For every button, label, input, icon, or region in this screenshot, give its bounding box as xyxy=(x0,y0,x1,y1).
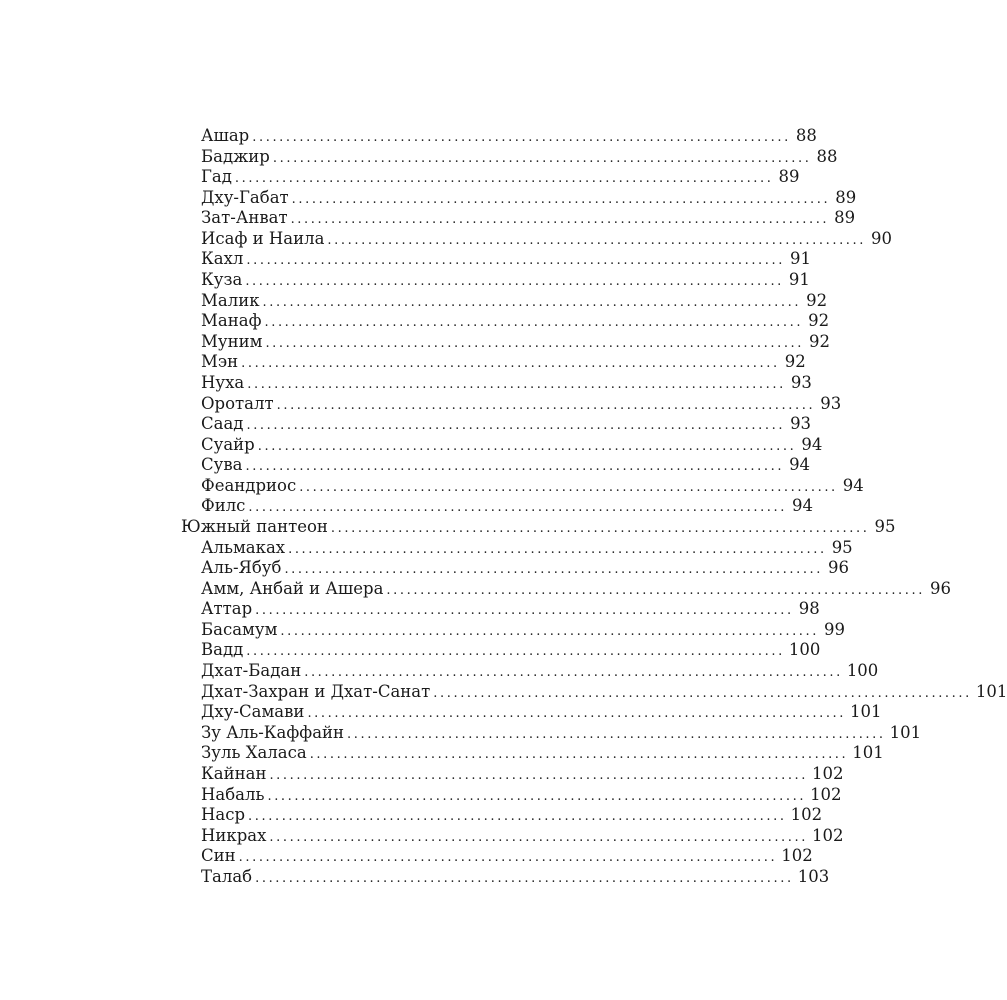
toc-entry xyxy=(181,743,884,764)
toc-entry xyxy=(181,496,814,517)
toc-entry-title: Зу Аль-Каффайн xyxy=(201,722,345,742)
toc-page-number: 88 xyxy=(816,146,838,166)
toc-entry xyxy=(181,846,813,867)
toc-entry xyxy=(181,784,842,806)
toc-dot-leader: ................................................................................ xyxy=(267,788,807,804)
toc-page-number: 102 xyxy=(812,825,844,845)
toc-dot-leader: ................................................................................ xyxy=(347,726,886,742)
toc-entry-title: Феандриос xyxy=(201,475,297,495)
toc-page-number: 93 xyxy=(790,372,812,392)
toc-dot-leader: ................................................................................ xyxy=(307,706,847,722)
toc-entry xyxy=(181,146,838,168)
toc-page-number: 93 xyxy=(790,414,812,434)
toc-entry xyxy=(181,702,882,723)
toc-page-number: 94 xyxy=(792,496,814,516)
toc-entry-title: Альмаках xyxy=(201,537,286,557)
toc-dot-leader: ................................................................................ xyxy=(304,665,843,681)
toc-entry xyxy=(181,167,800,188)
toc-dot-leader: ................................................................................ xyxy=(327,232,867,248)
toc-dot-leader: ................................................................................ xyxy=(246,644,785,660)
toc-entry-title: Наср xyxy=(201,805,246,825)
toc-dot-leader: ................................................................................ xyxy=(252,130,791,145)
toc-entry-title: Набаль xyxy=(201,784,265,804)
toc-dot-leader: ................................................................................ xyxy=(257,438,797,454)
toc-dot-leader: ................................................................................ xyxy=(309,747,849,763)
toc-page-number: 102 xyxy=(790,805,823,825)
toc-entry xyxy=(181,558,850,579)
toc-entry xyxy=(181,537,853,559)
toc-dot-leader: ................................................................................ xyxy=(255,603,794,619)
toc-page-number: 91 xyxy=(788,270,810,290)
toc-dot-leader: ................................................................................ xyxy=(246,418,786,434)
toc-dot-leader: ................................................................................ xyxy=(247,376,786,392)
toc-entry xyxy=(181,249,811,270)
toc-entry-title: Никрах xyxy=(201,825,267,845)
toc-entry-title: Ашар xyxy=(201,126,250,145)
toc-entry xyxy=(181,270,810,291)
toc-entry-title: Сува xyxy=(201,455,243,475)
toc-page-number: 90 xyxy=(871,228,893,248)
toc-dot-leader: ................................................................................ xyxy=(245,274,784,290)
toc-dot-leader: ................................................................................ xyxy=(265,335,805,351)
toc-entry xyxy=(181,208,856,229)
toc-entry xyxy=(181,475,864,497)
toc-entry-title: Исаф и Наила xyxy=(201,228,325,248)
toc-entry-title: Южный пантеон xyxy=(181,516,328,536)
toc-entry-title: Манаф xyxy=(201,311,262,331)
toc-entry xyxy=(181,805,823,826)
toc-page-number: 102 xyxy=(781,846,813,866)
toc-entry-title: Аль-Ябуб xyxy=(201,558,282,578)
toc-entry xyxy=(181,126,817,147)
toc-dot-leader: ................................................................................ xyxy=(248,500,788,516)
toc-page-number: 93 xyxy=(820,393,842,413)
toc-entry xyxy=(181,619,846,641)
toc-dot-leader: ................................................................................ xyxy=(284,562,824,578)
toc-dot-leader: ................................................................................ xyxy=(299,479,838,495)
toc-entry xyxy=(181,640,821,661)
toc-entry xyxy=(181,681,1007,703)
toc-entry xyxy=(181,866,830,888)
toc-entry xyxy=(181,661,879,682)
toc-dot-leader: ................................................................................ xyxy=(241,356,780,372)
toc-entry-title: Филс xyxy=(201,496,246,516)
toc-page-number: 92 xyxy=(808,311,830,331)
toc-entry-title: Баджир xyxy=(201,146,270,166)
toc-entry xyxy=(181,372,812,394)
toc-page-number: 92 xyxy=(806,290,828,310)
toc-entry-title: Суайр xyxy=(201,434,255,454)
toc-page-number: 88 xyxy=(795,126,817,145)
toc-page-number: 91 xyxy=(790,249,811,269)
toc-entry-title: Аттар xyxy=(201,599,253,619)
toc-entry-title: Саад xyxy=(201,414,244,434)
toc-page-number: 103 xyxy=(797,866,830,886)
toc-dot-leader: ................................................................................ xyxy=(276,397,816,413)
toc-page-number: 92 xyxy=(809,331,831,351)
toc-entry xyxy=(181,763,844,785)
toc-entry-title: Дху-Самави xyxy=(201,702,305,722)
toc-page-number: 94 xyxy=(789,455,811,475)
toc-dot-leader: ................................................................................ xyxy=(433,685,972,701)
toc-section-entry xyxy=(181,516,896,538)
toc-dot-leader: ................................................................................ xyxy=(262,294,802,310)
toc-dot-leader: ................................................................................ xyxy=(269,829,808,845)
toc-dot-leader: ................................................................................ xyxy=(255,870,794,886)
toc-entry xyxy=(181,393,842,415)
toc-page-number: 89 xyxy=(834,208,856,228)
toc-dot-leader: ................................................................................ xyxy=(264,315,804,331)
toc-entry-title: Басамум xyxy=(201,619,278,639)
toc-entry xyxy=(181,414,812,435)
toc-dot-leader: ................................................................................ xyxy=(245,459,785,475)
toc-entry xyxy=(181,722,922,744)
toc-entry xyxy=(181,599,820,620)
toc-page-number: 95 xyxy=(874,516,896,536)
toc-entry xyxy=(181,331,831,353)
toc-entry xyxy=(181,290,828,312)
toc-dot-leader: ................................................................................ xyxy=(280,623,820,639)
toc-entry-title: Мэн xyxy=(201,352,239,372)
toc-entry xyxy=(181,352,806,373)
toc-page-number: 102 xyxy=(812,763,844,783)
toc-entry-title: Гад xyxy=(201,167,232,187)
toc-page-number: 101 xyxy=(850,702,882,722)
toc-entry xyxy=(181,455,811,476)
toc-entry xyxy=(181,228,893,250)
toc-entry-title: Син xyxy=(201,846,236,866)
toc-entry-title: Амм, Анбай и Ашера xyxy=(201,578,384,598)
toc-entry-title: Дхат-Захран и Дхат-Санат xyxy=(201,681,431,701)
toc-dot-leader: ................................................................................ xyxy=(269,767,809,783)
toc-entry-title: Зат-Анват xyxy=(201,208,288,228)
toc-dot-leader: ................................................................................ xyxy=(290,212,830,228)
toc-page-number: 100 xyxy=(846,661,879,681)
toc-entry xyxy=(181,825,844,847)
toc-entry-title: Куза xyxy=(201,270,243,290)
toc-page-number: 94 xyxy=(801,434,823,454)
toc-entry xyxy=(181,434,823,456)
toc-dot-leader: ................................................................................ xyxy=(272,150,812,166)
toc-entry-title: Малик xyxy=(201,290,260,310)
toc-page-number: 101 xyxy=(852,743,884,763)
toc-page-number: 102 xyxy=(810,784,842,804)
toc-dot-leader: ................................................................................ xyxy=(288,541,827,557)
toc-dot-leader: ................................................................................ xyxy=(246,253,785,269)
toc-dot-leader: ................................................................................ xyxy=(234,171,774,187)
toc-dot-leader: ................................................................................ xyxy=(248,809,787,825)
toc-entry-title: Кайнан xyxy=(201,763,267,783)
toc-entry-title: Дхат-Бадан xyxy=(201,661,302,681)
toc-dot-leader: ................................................................................ xyxy=(330,520,870,536)
toc-page-number: 101 xyxy=(975,681,1007,701)
toc-page-number: 89 xyxy=(778,167,800,187)
toc-page-number: 100 xyxy=(788,640,821,660)
toc-entry xyxy=(181,578,951,600)
toc-dot-leader: ................................................................................ xyxy=(238,850,778,866)
toc-entry-title: Зуль Халаса xyxy=(201,743,307,763)
toc-entry xyxy=(181,187,857,209)
toc-page-number: 101 xyxy=(889,722,922,742)
toc-entry-title: Нуха xyxy=(201,372,245,392)
toc-page-number: 94 xyxy=(842,475,864,495)
toc-page-number: 96 xyxy=(828,558,850,578)
toc-page-number: 98 xyxy=(798,599,820,619)
toc-entry-title: Кахл xyxy=(201,249,244,269)
toc-page-number: 99 xyxy=(824,619,846,639)
toc-dot-leader: ................................................................................ xyxy=(291,191,831,207)
toc-entry-title: Ороталт xyxy=(201,393,274,413)
toc-entry-title: Вадд xyxy=(201,640,244,660)
toc-dot-leader: ................................................................................ xyxy=(386,582,925,598)
toc-page-number: 92 xyxy=(784,352,806,372)
toc-entry-title: Талаб xyxy=(201,866,253,886)
toc-page-number: 89 xyxy=(835,187,857,207)
toc-entry-title: Муним xyxy=(201,331,263,351)
toc-page-number: 96 xyxy=(930,578,951,598)
table-of-contents xyxy=(181,126,1007,887)
toc-entry xyxy=(181,311,830,332)
toc-entry-title: Дху-Габат xyxy=(201,187,289,207)
toc-page-number: 95 xyxy=(831,537,853,557)
